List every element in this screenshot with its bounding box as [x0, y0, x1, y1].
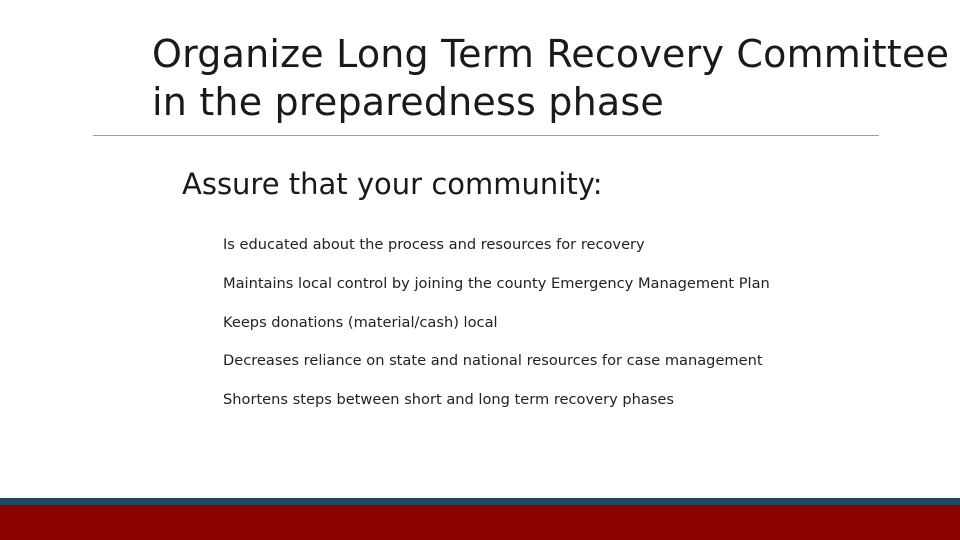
footer-band-bottom — [0, 505, 960, 540]
bullet-item: Shortens steps between short and long term recovery phases — [223, 391, 675, 409]
bullet-item: Decreases reliance on state and national resources for case management — [223, 352, 763, 370]
bullet-item: Is educated about the process and resources for recovery — [223, 236, 645, 253]
bullet-list — [223, 232, 770, 426]
slide-title-line-1: Organize Long Term Recovery Committee — [152, 32, 950, 76]
footer-band-top — [0, 498, 960, 505]
bullet-item: Keeps donations (material/cash) local — [223, 313, 498, 331]
title-divider — [93, 135, 879, 136]
bullet-item: Maintains local control by joining the county Emergency Management Plan — [223, 274, 770, 292]
slide-subheading: Assure that your community: — [182, 167, 603, 201]
slide-title — [152, 30, 952, 126]
slide-title-line-2: in the preparedness phase — [152, 80, 664, 124]
